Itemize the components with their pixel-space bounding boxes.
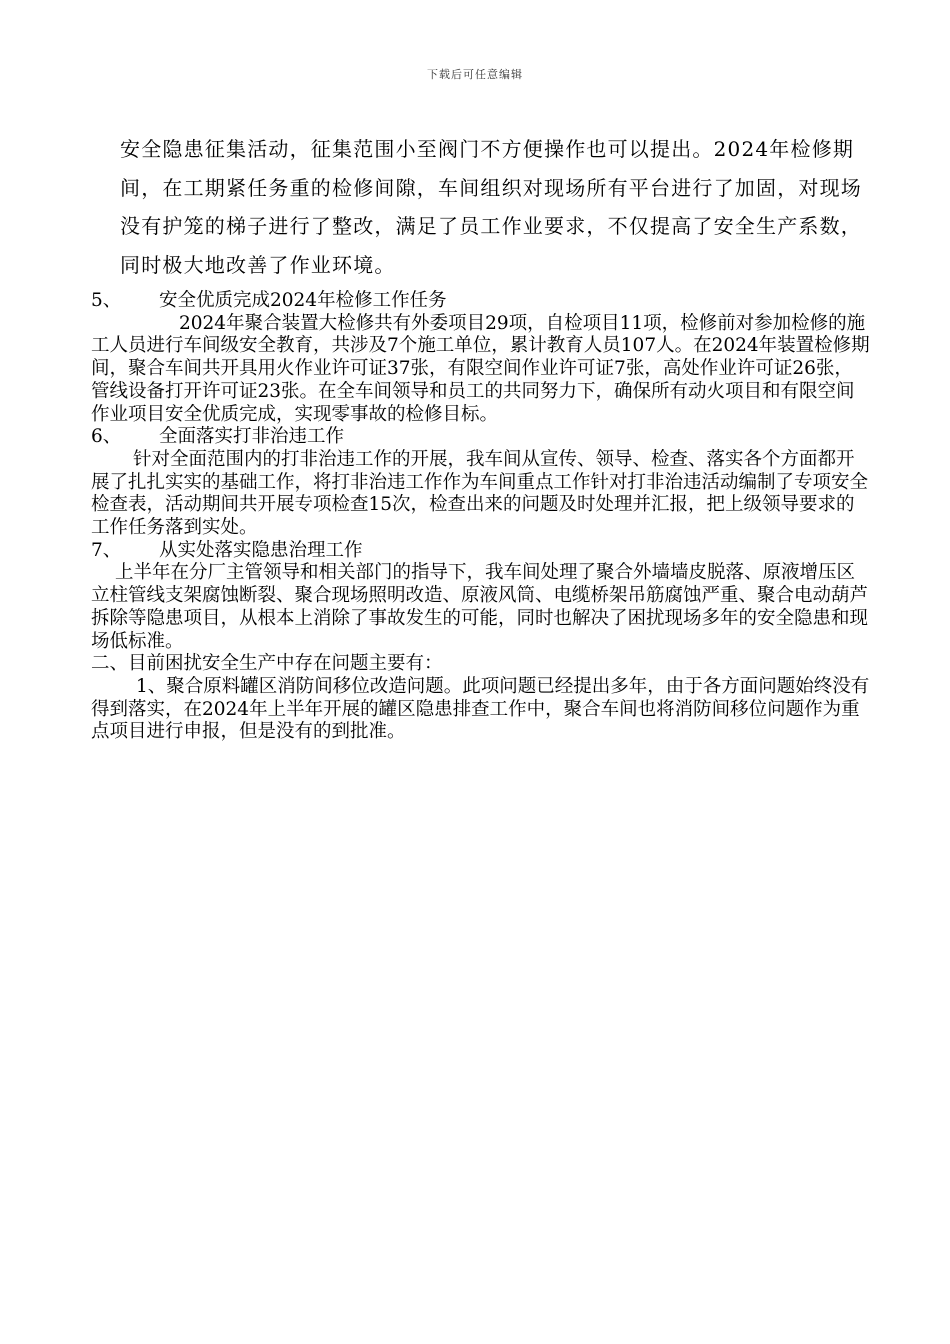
section-7-number: 7、 xyxy=(91,539,122,561)
section-6-title: 全面落实打非治违工作 xyxy=(159,426,345,448)
section-5-number: 5、 xyxy=(91,290,122,311)
section-6-body: 针对全面范围内的打非治违工作的开展，我车间从宣传、领导、检查、落实各个方面都开展了扎扎实实的基础工作，将打非治违工作作为车间重点工作针对打非治违活动编制了专项安全检查表，活动期间共开展专项检查15次，检查出来的问题及时处理并汇报，把上级领导要求的工作任务落到实处。 xyxy=(91,448,869,539)
section-6-number: 6、 xyxy=(91,426,122,448)
section-6-heading xyxy=(91,426,871,449)
page-header: 下载后可任意编辑 xyxy=(427,68,523,81)
part-2-item-1: 1、聚合原料罐区消防间移位改造问题。此项问题已经提出多年，由于各方面问题始终没有得到落实，在2024年上半年开展的罐区隐患排查工作中，聚合车间也将消防间移位问题作为重点项目进行申报，但是没有的到批准。 xyxy=(91,675,870,743)
section-5-heading xyxy=(91,290,871,313)
section-7-title: 从实处落实隐患治理工作 xyxy=(159,539,363,561)
part-2-heading: 二、目前困扰安全生产中存在问题主要有： xyxy=(91,653,443,675)
document-body xyxy=(91,290,871,744)
section-7-body: 上半年在分厂主管领导和相关部门的指导下，我车间处理了聚合外墙墙皮脱落、原液增压区立柱管线支架腐蚀断裂、聚合现场照明改造、原液风筒、电缆桥架吊筋腐蚀严重、聚合电动葫芦拆除等隐患项目，从根本上消除了事故发生的可能，同时也解决了困扰现场多年的安全隐患和现场低标准。 xyxy=(91,562,869,652)
section-5-title: 安全优质完成2024年检修工作任务 xyxy=(159,290,447,311)
section-7-heading xyxy=(91,540,871,563)
section-5-body: 2024年聚合装置大检修共有外委项目29项，自检项目11项，检修前对参加检修的施工人员进行车间级安全教育，共涉及7个施工单位，累计教育人员107人。在2024年装置检修期间，聚合车间共开具用火作业许可证37张，有限空间作业许可证7张，高处作业许可证26张，管线设备打开许可证23张。在全车间领导和员工的共同努力下，确保所有动火项目和有限空间作业项目安全优质完成，实现零事故的检修目标。 xyxy=(91,312,870,425)
intro-block xyxy=(120,130,865,284)
intro-paragraph: 安全隐患征集活动，征集范围小至阀门不方便操作也可以提出。2024年检修期间，在工期紧任务重的检修间隙，车间组织对现场所有平台进行了加固，对现场没有护笼的梯子进行了整改，满足了员工作业要求，不仅提高了安全生产系数，同时极大地改善了作业环境。 xyxy=(120,137,862,277)
